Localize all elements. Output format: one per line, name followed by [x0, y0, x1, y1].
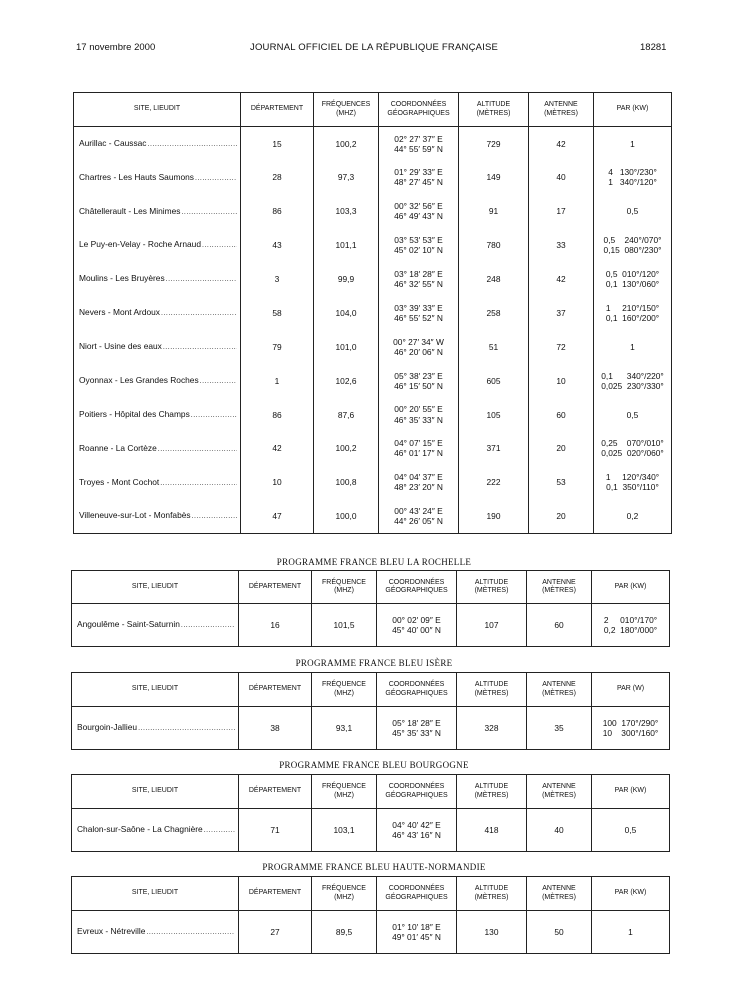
column-header: ALTITUDE (MÈTRES) [457, 571, 527, 604]
column-header: DÉPARTEMENT [239, 775, 312, 809]
leader-dots [181, 206, 237, 217]
antenna-cell: 50 [527, 911, 592, 954]
column-header: COORDONNÉES GÉOGRAPHIQUES [377, 673, 457, 707]
site-name: Roanne - La Cortèze [79, 442, 157, 453]
longitude: 03° 53′ 53″ E [394, 235, 443, 246]
frequency-cell: 100,2 [314, 432, 379, 466]
site-name: Aurillac - Caussac [79, 138, 147, 148]
column-header: SITE, LIEUDIT [72, 877, 239, 911]
par-value: 1 [630, 341, 635, 352]
latitude: 45° 40′ 00″ N [392, 625, 441, 635]
coordinates-cell [379, 330, 459, 364]
table-row [72, 911, 670, 954]
par-value: 0,1 340°/220° [601, 370, 664, 381]
site-name: Chalon-sur-Saône - La Chagnière [77, 824, 203, 835]
frequency-cell: 87,6 [314, 398, 379, 432]
par-cell [594, 499, 672, 533]
par-cell [594, 398, 672, 432]
par-cell [592, 809, 670, 852]
frequency-cell: 101,5 [312, 604, 377, 647]
longitude: 04° 04′ 37″ E [394, 472, 443, 483]
antenna-cell: 35 [527, 707, 592, 750]
department-cell: 71 [239, 809, 312, 852]
site-name: Nevers - Mont Ardoux [79, 307, 160, 318]
table-row [74, 398, 672, 432]
site-cell [72, 809, 239, 852]
site-cell [74, 398, 241, 432]
latitude: 46° 55′ 52″ N [394, 312, 443, 323]
leader-dots [166, 273, 237, 284]
par-cell [594, 364, 672, 398]
par-cell [594, 296, 672, 330]
programme-heading: PROGRAMME FRANCE BLEU LA ROCHELLE [276, 557, 472, 567]
par-value: 0,25 070°/010° [601, 438, 664, 449]
par-value: 0,1 350°/110° [606, 482, 659, 493]
site-cell [74, 296, 241, 330]
department-cell: 10 [241, 465, 314, 499]
column-header: SITE, LIEUDIT [72, 775, 239, 809]
table-row [74, 262, 672, 296]
par-cell [594, 465, 672, 499]
par-value: 0,2 180°/000° [603, 625, 658, 635]
par-cell [594, 127, 672, 161]
site-name: Angoulême - Saint-Saturnin [77, 619, 180, 630]
frequency-cell: 93,1 [312, 707, 377, 750]
column-header: PAR (KW) [592, 775, 670, 809]
latitude: 44° 55′ 59″ N [394, 143, 443, 154]
column-header: SITE, LIEUDIT [72, 673, 239, 707]
latitude: 45° 02′ 10″ N [394, 245, 443, 256]
longitude: 04° 07′ 15″ E [394, 438, 443, 449]
site-cell [74, 465, 241, 499]
antenna-cell: 60 [529, 398, 594, 432]
header-page-number: 18281 [640, 42, 667, 53]
table-row [74, 364, 672, 398]
site-name: Chartres - Les Hauts Saumons [79, 171, 194, 182]
antenna-cell: 60 [527, 604, 592, 647]
altitude-cell: 371 [459, 432, 529, 466]
longitude: 00° 27′ 34″ W [393, 336, 444, 347]
coordinates-cell [379, 262, 459, 296]
table-row [74, 228, 672, 262]
table-row [72, 809, 670, 852]
antenna-cell: 33 [529, 228, 594, 262]
department-cell: 27 [239, 911, 312, 954]
par-value: 0,025 230°/330° [601, 380, 664, 391]
par-value: 0,025 020°/060° [601, 448, 664, 459]
department-cell: 58 [241, 296, 314, 330]
frequency-table [71, 774, 670, 852]
frequency-cell: 100,8 [314, 465, 379, 499]
coordinates-cell [379, 296, 459, 330]
table-row [74, 499, 672, 533]
leader-dots [181, 619, 235, 630]
latitude: 48° 23′ 20″ N [394, 482, 443, 493]
coordinates-cell [379, 160, 459, 194]
site-cell [74, 160, 241, 194]
leader-dots [148, 138, 238, 149]
altitude-cell: 328 [457, 707, 527, 750]
frequency-cell: 97,3 [314, 160, 379, 194]
leader-dots [146, 926, 235, 937]
latitude: 46° 15′ 50″ N [394, 380, 443, 391]
par-value: 0,2 [626, 510, 639, 521]
column-header: ALTITUDE (MÈTRES) [459, 93, 529, 127]
table-header-row [74, 93, 672, 127]
coordinates-cell [379, 228, 459, 262]
department-cell: 42 [241, 432, 314, 466]
column-header: COORDONNÉES GÉOGRAPHIQUES [377, 571, 457, 604]
par-value: 100 170°/290° [602, 717, 659, 728]
site-name: Evreux - Nétreville [77, 926, 146, 937]
altitude-cell: 105 [459, 398, 529, 432]
leader-dots [163, 341, 237, 352]
par-value: 1 [630, 138, 635, 149]
frequency-cell: 100,0 [314, 499, 379, 533]
programme-heading: PROGRAMME FRANCE BLEU HAUTE-NORMANDIE [262, 862, 486, 872]
frequency-cell: 102,6 [314, 364, 379, 398]
latitude: 44° 26′ 05″ N [394, 515, 443, 526]
altitude-cell: 222 [459, 465, 529, 499]
antenna-cell: 72 [529, 330, 594, 364]
site-cell [72, 707, 239, 750]
latitude: 46° 20′ 06″ N [394, 346, 443, 357]
latitude: 46° 43′ 16″ N [392, 830, 441, 840]
par-value: 1 120°/340° [605, 472, 660, 483]
par-cell [592, 604, 670, 647]
coordinates-cell [379, 465, 459, 499]
antenna-cell: 20 [529, 432, 594, 466]
department-cell: 47 [241, 499, 314, 533]
longitude: 00° 32′ 56″ E [394, 201, 443, 212]
frequency-table [71, 876, 670, 954]
table-header-row [72, 775, 670, 809]
site-cell [74, 364, 241, 398]
column-header: ALTITUDE (MÈTRES) [457, 775, 527, 809]
altitude-cell: 258 [459, 296, 529, 330]
latitude: 48° 27′ 45″ N [394, 177, 443, 188]
table-header-row [72, 571, 670, 604]
column-header: ANTENNE (MÈTRES) [529, 93, 594, 127]
coordinates-cell [379, 499, 459, 533]
antenna-cell: 40 [527, 809, 592, 852]
coordinates-cell [379, 398, 459, 432]
altitude-cell: 51 [459, 330, 529, 364]
leader-dots [160, 477, 237, 488]
leader-dots [200, 375, 237, 386]
frequency-cell: 99,9 [314, 262, 379, 296]
leader-dots [138, 722, 235, 733]
altitude-cell: 130 [457, 911, 527, 954]
column-header: SITE, LIEUDIT [74, 93, 241, 127]
altitude-cell: 91 [459, 194, 529, 228]
frequency-cell: 89,5 [312, 911, 377, 954]
column-header: PAR (KW) [594, 93, 672, 127]
altitude-cell: 418 [457, 809, 527, 852]
frequency-cell: 103,1 [312, 809, 377, 852]
latitude: 46° 01′ 17″ N [394, 448, 443, 459]
site-name: Villeneuve-sur-Lot - Monfabès [79, 510, 191, 521]
table-row [72, 604, 670, 647]
par-value: 1 210°/150° [605, 302, 660, 313]
coordinates-cell [379, 432, 459, 466]
column-header: DÉPARTEMENT [239, 673, 312, 707]
department-cell: 28 [241, 160, 314, 194]
frequency-cell: 103,3 [314, 194, 379, 228]
par-value: 10 300°/160° [602, 728, 659, 738]
column-header: FRÉQUENCE (MHZ) [312, 673, 377, 707]
longitude: 00° 43′ 24″ E [394, 505, 443, 516]
latitude: 46° 32′ 55″ N [394, 279, 443, 289]
programme-heading: PROGRAMME FRANCE BLEU ISÈRE [295, 658, 453, 668]
leader-dots [195, 172, 237, 183]
column-header: DÉPARTEMENT [239, 571, 312, 604]
table-header-row [72, 877, 670, 911]
department-cell: 1 [241, 364, 314, 398]
altitude-cell: 190 [459, 499, 529, 533]
longitude: 00° 02′ 09″ E [392, 614, 441, 625]
column-header: ALTITUDE (MÈTRES) [457, 673, 527, 707]
department-cell: 16 [239, 604, 312, 647]
par-value: 0,5 240°/070° [603, 235, 662, 246]
antenna-cell: 10 [529, 364, 594, 398]
site-name: Niort - Usine des eaux [79, 341, 162, 352]
column-header: SITE, LIEUDIT [72, 571, 239, 604]
longitude: 03° 39′ 33″ E [394, 302, 443, 313]
par-value: 0,5 010°/120° [605, 268, 660, 279]
frequency-cell: 100,2 [314, 127, 379, 161]
longitude: 00° 20′ 55″ E [394, 404, 443, 415]
leader-dots [202, 239, 237, 250]
frequency-table [71, 570, 670, 647]
antenna-cell: 37 [529, 296, 594, 330]
leader-dots [192, 510, 237, 521]
site-name: Le Puy-en-Velay - Roche Arnaud [79, 239, 201, 250]
longitude: 02° 27′ 37″ E [394, 133, 443, 144]
site-cell [74, 330, 241, 364]
table-row [74, 330, 672, 364]
site-cell [72, 604, 239, 647]
table-row [72, 707, 670, 750]
column-header: FRÉQUENCE (MHZ) [312, 775, 377, 809]
department-cell: 38 [239, 707, 312, 750]
antenna-cell: 53 [529, 465, 594, 499]
table-row [74, 465, 672, 499]
column-header: ANTENNE (MÈTRES) [527, 571, 592, 604]
par-value: 0,15 080°/230° [603, 245, 662, 256]
column-header: PAR (KW) [592, 571, 670, 604]
antenna-cell: 17 [529, 194, 594, 228]
longitude: 05° 38′ 23″ E [394, 370, 443, 381]
antenna-cell: 42 [529, 127, 594, 161]
site-name: Bourgoin-Jallieu [77, 722, 138, 733]
antenna-cell: 42 [529, 262, 594, 296]
site-name: Poitiers - Hôpital des Champs [79, 408, 190, 419]
leader-dots [161, 307, 237, 318]
column-header: PAR (KW) [592, 877, 670, 911]
site-cell [74, 499, 241, 533]
par-cell [594, 194, 672, 228]
frequency-table [73, 92, 672, 534]
table-row [74, 160, 672, 194]
department-cell: 86 [241, 194, 314, 228]
coordinates-cell [379, 194, 459, 228]
par-value: 0,1 160°/200° [605, 312, 660, 323]
altitude-cell: 729 [459, 127, 529, 161]
par-cell [594, 160, 672, 194]
site-name: Moulins - Les Bruyères [79, 273, 165, 284]
site-cell [74, 127, 241, 161]
header-title: JOURNAL OFFICIEL DE LA RÉPUBLIQUE FRANÇAISE [250, 42, 499, 53]
par-value: 0,5 [626, 206, 639, 217]
site-cell [74, 194, 241, 228]
column-header: ANTENNE (MÈTRES) [527, 673, 592, 707]
longitude: 04° 40′ 42″ E [392, 819, 441, 830]
par-cell [594, 262, 672, 296]
site-cell [74, 228, 241, 262]
latitude: 46° 35′ 33″ N [394, 414, 443, 425]
coordinates-cell [377, 604, 457, 647]
site-cell [72, 911, 239, 954]
frequency-table [71, 672, 670, 750]
par-value: 0,1 130°/060° [605, 279, 660, 289]
column-header: ANTENNE (MÈTRES) [527, 775, 592, 809]
longitude: 01° 29′ 33″ E [394, 167, 443, 178]
column-header: PAR (W) [592, 673, 670, 707]
par-cell [594, 330, 672, 364]
table-row [74, 194, 672, 228]
longitude: 01° 10′ 18″ E [392, 921, 441, 932]
par-value: 4 130°/230° [608, 167, 657, 178]
department-cell: 79 [241, 330, 314, 364]
table-header-row [72, 673, 670, 707]
column-header: DÉPARTEMENT [239, 877, 312, 911]
programme-heading: PROGRAMME FRANCE BLEU BOURGOGNE [279, 760, 469, 770]
par-value: 2 010°/170° [603, 614, 658, 625]
department-cell: 43 [241, 228, 314, 262]
department-cell: 86 [241, 398, 314, 432]
coordinates-cell [379, 364, 459, 398]
site-cell [74, 262, 241, 296]
altitude-cell: 248 [459, 262, 529, 296]
site-name: Troyes - Mont Cochot [79, 476, 160, 487]
column-header: COORDONNÉES GÉOGRAPHIQUES [377, 877, 457, 911]
par-cell [592, 707, 670, 750]
site-name: Oyonnax - Les Grandes Roches [79, 374, 199, 385]
leader-dots [204, 824, 235, 835]
column-header: ALTITUDE (MÈTRES) [457, 877, 527, 911]
par-cell [592, 911, 670, 954]
par-value: 1 [628, 926, 633, 937]
latitude: 49° 01′ 45″ N [392, 932, 441, 942]
coordinates-cell [377, 809, 457, 852]
par-cell [594, 228, 672, 262]
table-row [74, 432, 672, 466]
antenna-cell: 40 [529, 160, 594, 194]
site-cell [74, 432, 241, 466]
coordinates-cell [377, 911, 457, 954]
coordinates-cell [379, 127, 459, 161]
latitude: 45° 35′ 33″ N [392, 728, 441, 738]
par-value: 0,5 [626, 409, 639, 420]
column-header: DÉPARTEMENT [241, 93, 314, 127]
frequency-cell: 101,0 [314, 330, 379, 364]
column-header: ANTENNE (MÈTRES) [527, 877, 592, 911]
altitude-cell: 780 [459, 228, 529, 262]
column-header: COORDONNÉES GÉOGRAPHIQUES [377, 775, 457, 809]
altitude-cell: 605 [459, 364, 529, 398]
altitude-cell: 149 [459, 160, 529, 194]
department-cell: 3 [241, 262, 314, 296]
column-header: FRÉQUENCE (MHZ) [312, 877, 377, 911]
altitude-cell: 107 [457, 604, 527, 647]
par-cell [594, 432, 672, 466]
frequency-cell: 104,0 [314, 296, 379, 330]
site-name: Châtellerault - Les Minimes [79, 205, 181, 216]
header-date: 17 novembre 2000 [76, 42, 156, 53]
table-row [74, 127, 672, 161]
frequency-cell: 101,1 [314, 228, 379, 262]
column-header: FRÉQUENCE (MHZ) [312, 571, 377, 604]
par-value: 1 340°/120° [608, 177, 657, 188]
table-row [74, 296, 672, 330]
longitude: 05° 18′ 28″ E [392, 717, 441, 728]
leader-dots [158, 443, 237, 454]
longitude: 03° 18′ 28″ E [394, 268, 443, 279]
antenna-cell: 20 [529, 499, 594, 533]
latitude: 46° 49′ 43″ N [394, 211, 443, 222]
par-value: 0,5 [624, 824, 637, 835]
coordinates-cell [377, 707, 457, 750]
column-header: COORDONNÉES GÉOGRAPHIQUES [379, 93, 459, 127]
column-header: FRÉQUENCES (MHZ) [314, 93, 379, 127]
department-cell: 15 [241, 127, 314, 161]
leader-dots [191, 409, 237, 420]
